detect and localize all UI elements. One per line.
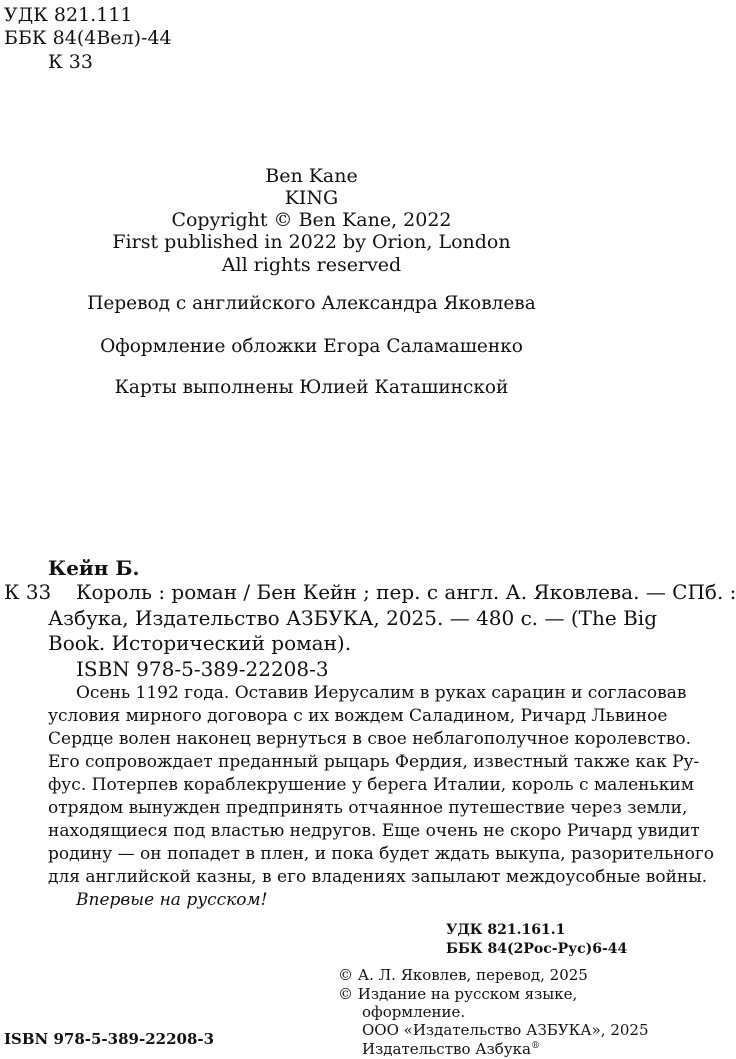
copyright-line: Copyright © Ben Kane, 2022 xyxy=(171,209,452,231)
footer-isbn: ISBN 978-5-389-22208-3 xyxy=(4,1030,215,1048)
bib-line-1: Король : роман / Бен Кейн ; пер. с англ. А. Яковлева. — СПб. : xyxy=(76,580,736,604)
original-title: KING xyxy=(284,187,339,209)
annotation-line: Осень 1192 года. Оставив Иерусалим в руках сарацин и согласовав xyxy=(76,683,687,703)
catalog-isbn: ISBN 978-5-389-22208-3 xyxy=(76,657,329,681)
annotation-line: Его сопровождает преданный рыцарь Фердия, известный также как Ру- xyxy=(48,752,700,772)
annotation-line: находящиеся под властью недругов. Еще очень не скоро Ричард увидит xyxy=(48,821,700,841)
annotation-line: фус. Потерпев кораблекрушение у берега Италии, король с маленьким xyxy=(48,775,694,795)
annotation-line: для английской казны, в его владениях запылают междоусобные войны. xyxy=(48,867,708,887)
original-author: Ben Kane xyxy=(265,165,358,187)
author-sign-top: К 33 xyxy=(48,51,93,73)
bib-line-3: Book. Исторический роман). xyxy=(48,631,352,655)
annotation-line: Сердце волен наконец вернуться в свое неблагополучное королевство. xyxy=(48,729,692,749)
copyright-imprint xyxy=(362,1036,540,1059)
catalog-sign: К 33 xyxy=(4,580,52,604)
bbk-code-top: ББК 84(4Вел)-44 xyxy=(4,27,172,49)
maps-credit: Карты выполнены Юлией Каташинской xyxy=(114,377,509,398)
copyright-publisher: ООО «Издательство АЗБУКА», 2025 xyxy=(362,1021,649,1039)
translation-credit: Перевод с английского Александра Яковлева xyxy=(87,293,536,314)
annotation-line: отрядом вынужден предпринять отчаянное путешествие через земли, xyxy=(48,798,688,818)
udk-code-top: УДК 821.111 xyxy=(4,4,133,26)
copyright-edition-cont: оформление. xyxy=(362,1003,466,1021)
rights-line: All rights reserved xyxy=(221,254,402,276)
registered-mark: ® xyxy=(530,1041,540,1051)
first-in-russian-note: Впервые на русском! xyxy=(76,890,268,910)
annotation-line: условия мирного договора с их вождем Саладином, Ричард Львиное xyxy=(48,706,668,726)
imprint-name: Издательство Азбука xyxy=(362,1040,531,1058)
copyright-translation: © А. Л. Яковлев, перевод, 2025 xyxy=(338,966,588,984)
catalog-heading: Кейн Б. xyxy=(48,556,140,580)
udk-code-lower: УДК 821.161.1 xyxy=(446,922,566,938)
cover-credit: Оформление обложки Егора Саламашенко xyxy=(100,336,523,357)
bbk-code-lower: ББК 84(2Рос-Рус)6-44 xyxy=(446,941,628,957)
annotation-line: родину — он попадет в плен, и пока будет ждать выкупа, разорительного xyxy=(48,844,715,864)
first-published-line: First published in 2022 by Orion, London xyxy=(112,231,511,253)
copyright-edition: © Издание на русском языке, xyxy=(338,985,578,1003)
bib-line-2: Азбука, Издательство АЗБУКА, 2025. — 480 с. — (The Big xyxy=(48,606,657,630)
